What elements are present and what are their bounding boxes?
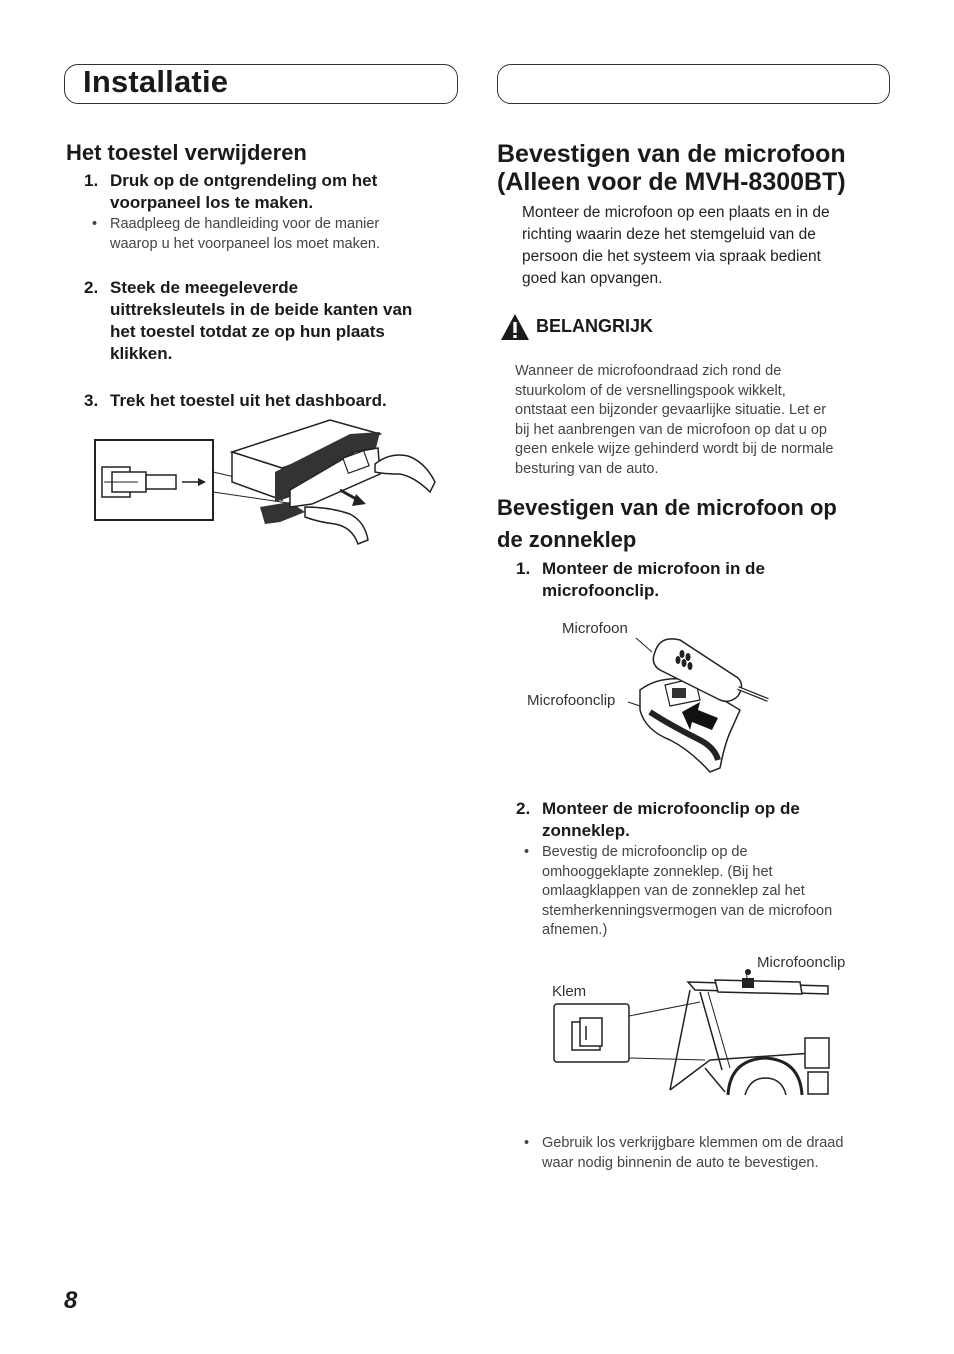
unit-removal-illustration [90,412,440,547]
left-step-1: 1. Druk op de ontgrendeling om het voorpaneel los te maken. [84,171,378,212]
fig1-label-microfoon: Microfoon [562,620,628,637]
fig2-label-microfoonclip: Microfoonclip [757,954,846,971]
section-title-remove-unit: Het toestel verwijderen [66,140,307,165]
mic-clip-illustration [620,630,770,775]
sunvisor-illustration [550,960,830,1100]
important-label: BELANGRIJK [536,316,654,336]
left-step-1-bullet: • Raadpleeg de handleiding voor de manier waarop u het voorpaneel los moet maken. [92,216,381,252]
warning-icon [500,313,530,341]
section-title-mic: Bevestigen van de microfoon (Alleen voor de MVH-8300BT) [497,140,846,196]
left-step-2: 2. Steek de meegeleverde uittreksleutels in de beide kanten van het toestel totdat ze op hun plaats klikken. [84,278,413,363]
right-step-1: 1. Monteer de microfoon in de microfoonclip. [516,559,765,600]
left-step-3: 3. Trek het toestel uit het dashboard. [84,391,387,410]
final-bullet: • Gebruik los verkrijgbare klemmen om de draad waar nodig binnenin de auto te bevestigen. [524,1135,844,1171]
page-title: Installatie [83,64,229,99]
empty-header-box [497,64,890,104]
page-number: 8 [64,1287,78,1314]
right-step-2-bullet: • Bevestig de microfoonclip op de omhooggeklapte zonneklep. (Bij het omlaagklappen van de zonneklep zal het stemherkenningsvermogen van de microfoon afnemen.) [524,844,833,938]
subsection-title-sunvisor: Bevestigen van de microfoon op de zonneklep [497,495,837,552]
important-text: Wanneer de microfoondraad zich rond de stuurkolom of de versnellingspook wikkelt, ontstaat een bijzonder gevaarlijke situatie. Let er bij het aanbrengen van de microfoon op dat u op geen enkele wijze gehinderd wordt bij de normale besturing van de auto. [515,363,834,477]
fig2-label-klem: Klem [552,983,587,1000]
right-step-2: 2. Monteer de microfoonclip op de zonneklep. [516,799,800,840]
fig1-label-microfoonclip: Microfoonclip [527,692,616,709]
mic-intro-text: Monteer de microfoon op een plaats en in de richting waarin deze het stemgeluid van de persoon die het systeem via spraak bedient goed kan opvangen. [522,204,830,287]
